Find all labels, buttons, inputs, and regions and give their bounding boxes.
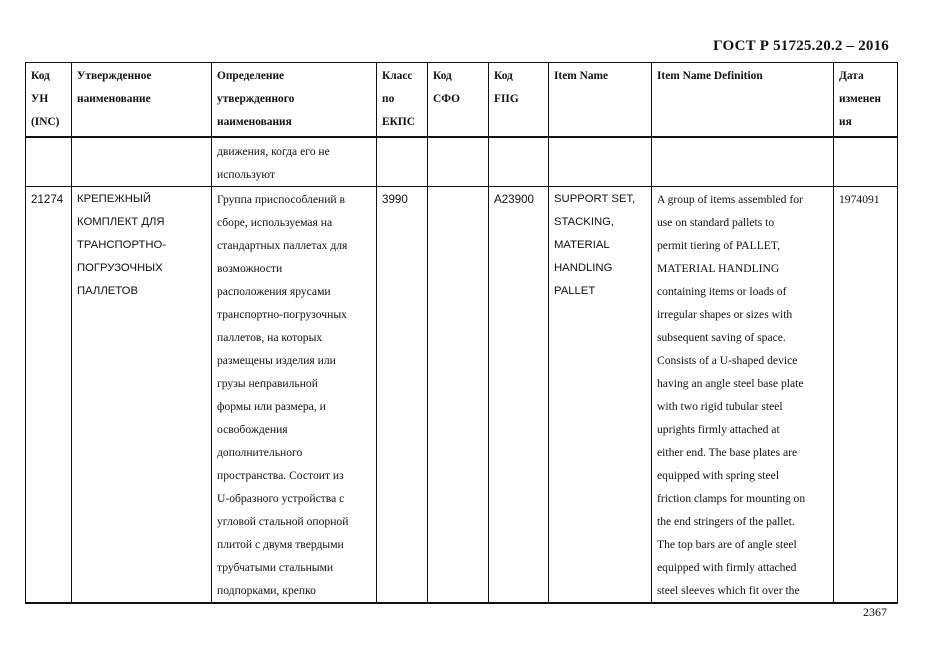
- catalog-table: [25, 62, 898, 604]
- header-sfo-code: Код СФО: [428, 63, 489, 138]
- page-number: 2367: [863, 605, 887, 619]
- cell-name: КРЕПЕЖНЫЙ КОМПЛЕКТ ДЛЯ ТРАНСПОРТНО- ПОГРУЗОЧНЫХ ПАЛЛЕТОВ: [72, 187, 212, 604]
- header-item-name: Item Name: [549, 63, 652, 138]
- cell-sfo: [428, 137, 489, 187]
- cell-definition: движения, когда его не используют: [212, 137, 377, 187]
- header-ekps-class: Класс по ЕКПС: [377, 63, 428, 138]
- header-change-date: Дата изменен ия: [834, 63, 898, 138]
- cell-sfo: [428, 187, 489, 604]
- cell-date: [834, 137, 898, 187]
- cell-item-name: [549, 137, 652, 187]
- cell-ekps: 3990: [377, 187, 428, 604]
- cell-item-definition: A group of items assembled for use on standard pallets to permit tiering of PALLET, MATERIAL HANDLING containing items or loads of irregular shapes or sizes with subsequent saving of space. Consists of a U-shaped device having an angle steel base plate with two rigid tubular steel uprights firmly attached at either end. The base plates are equipped with spring steel friction clamps for mounting on the end stringers of the pallet. The top bars are of angle steel equipped with firmly attached steel sleeves which fit over the: [652, 187, 834, 604]
- cell-fiig: [489, 137, 549, 187]
- table-row-continuation: [26, 137, 898, 187]
- cell-item-name: SUPPORT SET, STACKING, MATERIAL HANDLING PALLET: [549, 187, 652, 604]
- header-row: [26, 63, 898, 138]
- document-standard-header: ГОСТ Р 51725.20.2 – 2016: [713, 38, 889, 54]
- cell-definition: Группа приспособлений в сборе, используемая на стандартных паллетах для возможности расположения ярусами транспортно-погрузочных паллетов, на которых размещены изделия или грузы неправильной формы или размера, и освобождения дополнительного пространства. Состоит из U-образного устройства с угловой стальной опорной плитой с двумя твердыми трубчатыми стальными подпорками, крепко: [212, 187, 377, 604]
- cell-ekps: [377, 137, 428, 187]
- cell-date: 1974091: [834, 187, 898, 604]
- cell-item-definition: [652, 137, 834, 187]
- table-row: [26, 187, 898, 604]
- header-inc-code: Код УН (INC): [26, 63, 72, 138]
- cell-inc: [26, 137, 72, 187]
- header-fiig-code: Код FIIG: [489, 63, 549, 138]
- header-name-definition: Определение утвержденного наименования: [212, 63, 377, 138]
- cell-fiig: A23900: [489, 187, 549, 604]
- header-approved-name: Утвержденное наименование: [72, 63, 212, 138]
- header-item-name-definition: Item Name Definition: [652, 63, 834, 138]
- cell-inc: 21274: [26, 187, 72, 604]
- cell-name: [72, 137, 212, 187]
